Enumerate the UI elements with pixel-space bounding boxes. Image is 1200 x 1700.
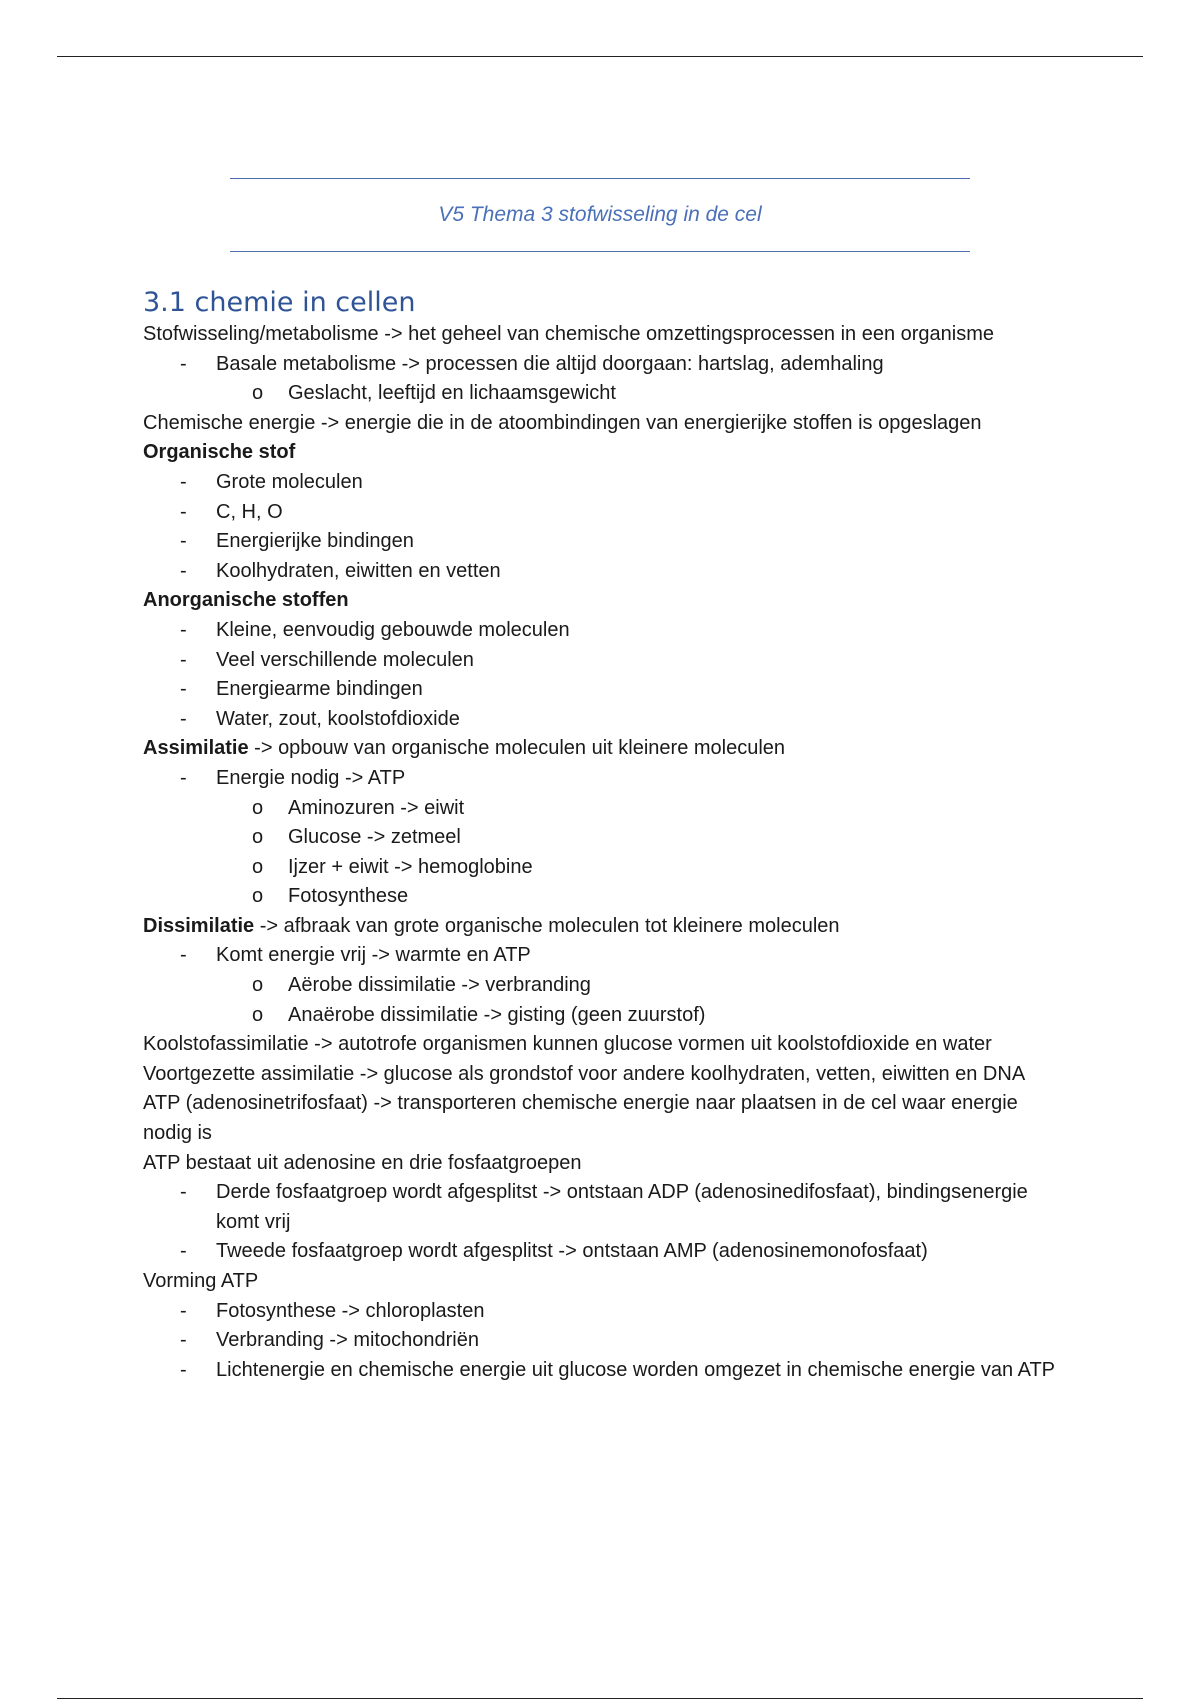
dash-bullet-icon: -	[180, 707, 187, 730]
paragraph-line	[143, 1030, 1063, 1060]
list-item-text: Aminozuren -> eiwit	[288, 796, 465, 819]
list-item-text: Anaërobe dissimilatie -> gisting (geen zuurstof)	[288, 1003, 706, 1026]
bold-term: Assimilatie	[143, 737, 249, 760]
paragraph-text: ATP bestaat uit adenosine en drie fosfaatgroepen	[143, 1151, 582, 1174]
paragraph-text: Voortgezette assimilatie -> glucose als grondstof voor andere koolhydraten, vetten, eiwitten en DNA	[143, 1062, 1026, 1085]
circle-bullet-icon: o	[252, 855, 264, 878]
list-item-text: Fotosynthese -> chloroplasten	[216, 1299, 485, 1322]
list-item	[143, 705, 1063, 735]
list-item	[143, 1326, 1063, 1356]
list-item-text: Basale metabolisme -> processen die altijd doorgaan: hartslag, ademhaling	[216, 352, 884, 375]
paragraph-line	[143, 320, 1063, 350]
circle-bullet-icon: o	[252, 885, 264, 908]
list-item-text: Geslacht, leeftijd en lichaamsgewicht	[288, 382, 616, 405]
list-item-text: Tweede fosfaatgroep wordt afgesplitst -> ontstaan AMP (adenosinemonofosfaat)	[216, 1240, 928, 1263]
dash-bullet-icon: -	[180, 530, 187, 553]
paragraph-line	[143, 734, 1063, 764]
dash-bullet-icon: -	[180, 559, 187, 582]
sub-list-item	[143, 1001, 1063, 1031]
dash-bullet-icon: -	[180, 1181, 187, 1204]
list-item	[143, 941, 1063, 971]
dash-bullet-icon: -	[180, 500, 187, 523]
bold-term: Dissimilatie	[143, 914, 255, 937]
sub-list-item	[143, 882, 1063, 912]
list-item-text: Glucose -> zetmeel	[288, 826, 461, 849]
dash-bullet-icon: -	[180, 766, 187, 789]
list-item-text: Energiearme bindingen	[216, 678, 423, 701]
list-item-text: Verbranding -> mitochondriën	[216, 1329, 479, 1352]
paragraph-text: Chemische energie -> energie die in de atoombindingen van energierijke stoffen is opgeslagen	[143, 411, 982, 434]
paragraph-text: Vorming ATP	[143, 1270, 259, 1292]
circle-bullet-icon: o	[252, 1003, 264, 1026]
dash-bullet-icon: -	[180, 1299, 187, 1322]
dash-bullet-icon: -	[180, 352, 187, 375]
list-item	[143, 350, 1063, 380]
list-item-text: Water, zout, koolstofdioxide	[216, 707, 460, 730]
paragraph-text: -> opbouw van organische moleculen uit kleinere moleculen	[248, 737, 786, 760]
dash-bullet-icon: -	[180, 1240, 187, 1263]
dash-bullet-icon: -	[180, 618, 187, 641]
bold-term: Anorganische stoffen	[143, 589, 349, 612]
list-item	[143, 527, 1063, 557]
list-item	[143, 616, 1063, 646]
paragraph-text: ATP (adenosinetrifosfaat) -> transporteren chemische energie naar plaatsen in de cel waar energie nodig is	[143, 1092, 1018, 1145]
dash-bullet-icon: -	[180, 944, 187, 967]
list-item	[143, 1237, 1063, 1267]
list-item-text: Grote moleculen	[216, 470, 363, 493]
list-item-text: Fotosynthese	[288, 885, 409, 908]
dash-bullet-icon: -	[180, 1358, 187, 1381]
paragraph-line	[143, 1267, 1063, 1297]
document-title: V5 Thema 3 stofwisseling in de cel	[438, 203, 762, 226]
paragraph-line	[143, 1089, 1063, 1148]
list-item-text: Koolhydraten, eiwitten en vetten	[216, 559, 501, 582]
list-item-text: Energie nodig -> ATP	[216, 766, 406, 789]
sub-list-item	[143, 971, 1063, 1001]
paragraph-line	[143, 586, 1063, 616]
paragraph-text: Stofwisseling/metabolisme -> het geheel van chemische omzettingsprocessen in een organisme	[143, 323, 995, 345]
circle-bullet-icon: o	[252, 382, 264, 405]
list-item	[143, 764, 1063, 794]
list-item-text: Derde fosfaatgroep wordt afgesplitst -> ontstaan ADP (adenosinedifosfaat), bindingsenergie komt vrij	[216, 1181, 1028, 1233]
paragraph-line	[143, 912, 1063, 942]
list-item-text: Komt energie vrij -> warmte en ATP	[216, 944, 531, 967]
notes-list	[143, 320, 1063, 1385]
list-item	[143, 468, 1063, 498]
list-item	[143, 557, 1063, 587]
paragraph-line	[143, 1060, 1063, 1090]
bold-term: Organische stof	[143, 441, 296, 464]
footer-rule	[57, 1698, 1143, 1699]
list-item-text: Aërobe dissimilatie -> verbranding	[288, 974, 591, 997]
paragraph-line	[143, 438, 1063, 468]
dash-bullet-icon: -	[180, 678, 187, 701]
document-body	[143, 286, 1063, 1385]
list-item-text: Kleine, eenvoudig gebouwde moleculen	[216, 618, 570, 641]
circle-bullet-icon: o	[252, 974, 264, 997]
header-rule	[57, 56, 1143, 57]
list-item	[143, 646, 1063, 676]
list-item	[143, 498, 1063, 528]
list-item-text: C, H, O	[216, 500, 283, 523]
list-item	[143, 1297, 1063, 1327]
circle-bullet-icon: o	[252, 796, 264, 819]
list-item	[143, 1356, 1063, 1386]
circle-bullet-icon: o	[252, 826, 264, 849]
list-item-text: Lichtenergie en chemische energie uit glucose worden omgezet in chemische energie van ATP	[216, 1358, 1056, 1381]
list-item-text: Energierijke bindingen	[216, 530, 414, 553]
list-item	[143, 675, 1063, 705]
sub-list-item	[143, 379, 1063, 409]
list-item-text: Ijzer + eiwit -> hemoglobine	[288, 855, 533, 878]
dash-bullet-icon: -	[180, 1329, 187, 1352]
dash-bullet-icon: -	[180, 648, 187, 671]
dash-bullet-icon: -	[180, 470, 187, 493]
sub-list-item	[143, 853, 1063, 883]
paragraph-text: Koolstofassimilatie -> autotrofe organismen kunnen glucose vormen uit koolstofdioxide en water	[143, 1033, 992, 1056]
title-box	[230, 178, 970, 252]
section-heading: 3.1 chemie in cellen	[143, 287, 416, 318]
paragraph-line	[143, 409, 1063, 439]
sub-list-item	[143, 823, 1063, 853]
sub-list-item	[143, 794, 1063, 824]
paragraph-text: -> afbraak van grote organische moleculen tot kleinere moleculen	[254, 914, 840, 937]
list-item	[143, 1178, 1063, 1237]
list-item-text: Veel verschillende moleculen	[216, 648, 474, 671]
paragraph-line	[143, 1149, 1063, 1179]
